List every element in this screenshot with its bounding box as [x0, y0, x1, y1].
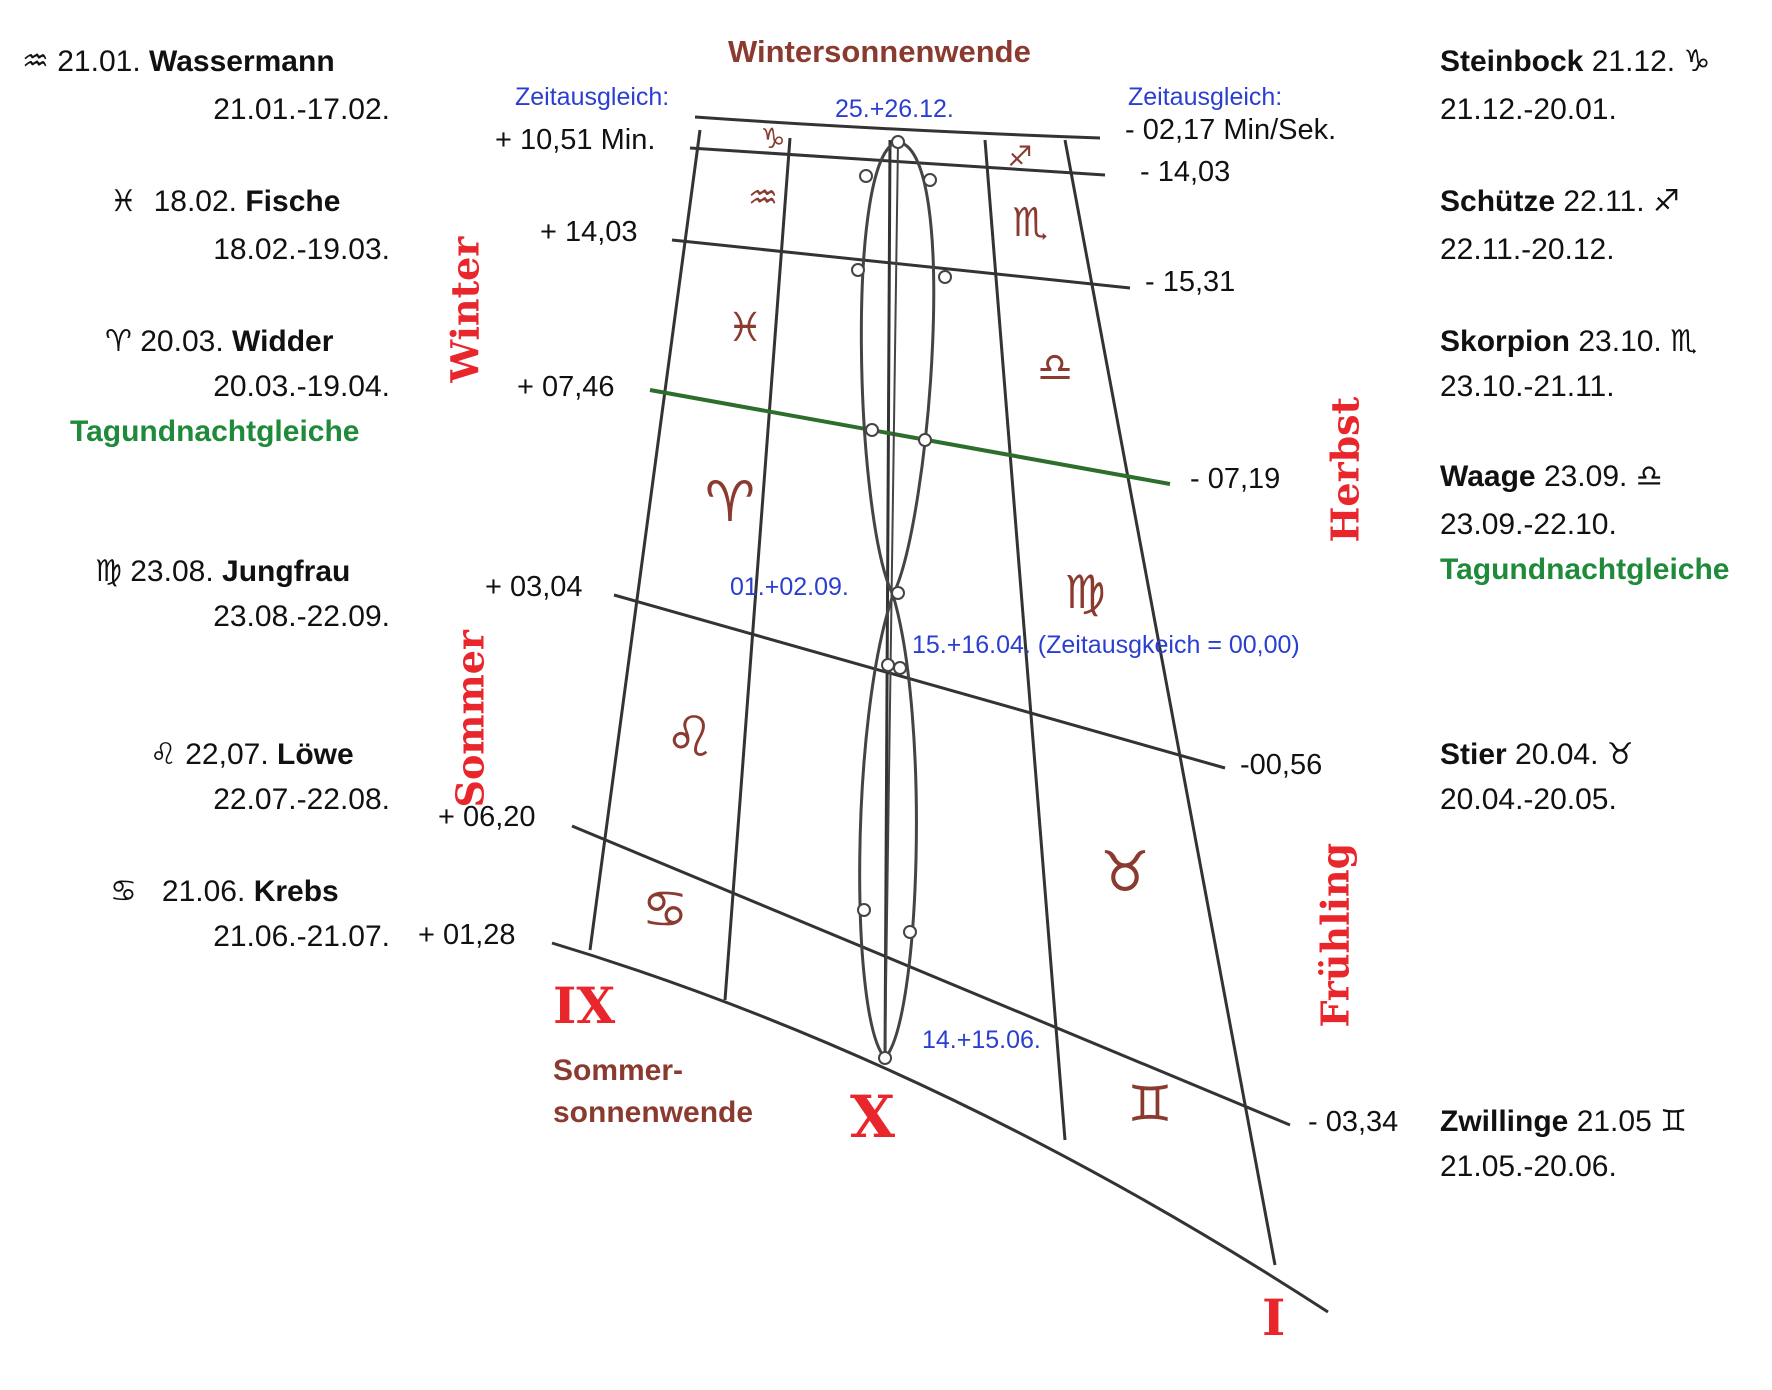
virgo-icon: ♍ — [95, 554, 122, 589]
winter-solstice-label: Wintersonnenwende — [728, 34, 1031, 69]
date-sep: 01.+02.09. — [730, 573, 849, 601]
sign-virgo: ♍ 23.08. Jungfrau — [95, 554, 351, 589]
taurus-icon: ♉ — [1606, 737, 1634, 772]
equinox-label-left: Tagundnachtgleiche — [70, 415, 360, 448]
season-winter: Winter — [442, 236, 488, 383]
aries-icon: ♈ — [105, 324, 132, 359]
sign-range: 23.10.-21.11. — [1440, 370, 1615, 403]
sign-cancer: ♋ 21.06. Krebs — [110, 874, 339, 909]
capricorn-icon: ♑ — [1683, 44, 1711, 79]
left-value-4: + 03,04 — [485, 571, 583, 603]
season-herbst: Herbst — [1322, 396, 1368, 543]
date-apr: 15.+16.04. (Zeitausgkeich = 00,00) — [912, 631, 1300, 659]
sign-range: 21.12.-20.01. — [1440, 93, 1617, 126]
sign-gemini: Zwillinge 21.05 ♊ — [1440, 1104, 1688, 1139]
sign-range: 21.01.-17.02. — [213, 93, 390, 126]
leo-icon: ♌ — [150, 737, 177, 772]
sign-range: 22.11.-20.12. — [1440, 233, 1615, 266]
hour-ix-label: IX — [553, 976, 616, 1035]
zeitausgleich-right-label: Zeitausgleich: — [1128, 83, 1283, 111]
grid-cancer-icon: ♋ — [641, 880, 689, 940]
grid-virgo-icon: ♍ — [1064, 565, 1106, 619]
scorpio-icon: ♏ — [1670, 324, 1698, 359]
date-jun: 14.+15.06. — [922, 1026, 1041, 1054]
hour-x-label: X — [850, 1083, 896, 1151]
sign-range: 21.05.-20.06. — [1440, 1150, 1617, 1183]
sign-aries: ♈ 20.03. Widder — [105, 324, 334, 359]
right-value-2: - 14,03 — [1140, 156, 1231, 188]
grid-gemini-icon: ♊ — [1127, 1075, 1173, 1133]
hour-line-ix-x — [725, 138, 790, 1000]
right-value-6: - 03,34 — [1308, 1106, 1399, 1138]
grid-pisces-icon: ♓ — [727, 305, 763, 351]
season-sommer: Sommer — [447, 630, 493, 808]
left-value-1: + 10,51 Min. — [495, 124, 656, 156]
sign-aquarius: ♒ 21.01. Wassermann — [22, 44, 335, 79]
sign-pisces: ♓ 18.02. Fische — [110, 184, 341, 219]
right-value-4: - 07,19 — [1190, 463, 1281, 495]
equinox-label-right: Tagundnachtgleiche — [1440, 553, 1730, 586]
sign-libra: Waage 23.09. ♎ — [1440, 459, 1663, 494]
grid-aries-icon: ♈ — [704, 470, 756, 535]
sign-range: 22.07.-22.08. — [213, 783, 390, 816]
date-dec: 25.+26.12. — [835, 95, 954, 123]
cancer-icon: ♋ — [110, 874, 137, 909]
right-value-5: -00,56 — [1240, 749, 1323, 781]
aquarius-icon: ♒ — [22, 44, 49, 79]
libra-icon: ♎ — [1635, 459, 1663, 494]
left-value-6: + 01,28 — [418, 919, 516, 951]
sign-taurus: Stier 20.04. ♉ — [1440, 737, 1634, 772]
grid-taurus-icon: ♉ — [1099, 840, 1151, 905]
grid-leo-icon: ♌ — [664, 705, 716, 770]
sagittarius-icon: ♐ — [1652, 184, 1680, 219]
left-value-5: + 06,20 — [438, 801, 536, 833]
grid-sagittarius-icon: ♐ — [1007, 140, 1033, 173]
hour-i-label: I — [1262, 1288, 1286, 1347]
pisces-icon: ♓ — [110, 184, 137, 219]
sign-range: 20.04.-20.05. — [1440, 783, 1617, 816]
left-value-2: + 14,03 — [540, 216, 638, 248]
grid-scorpio-icon: ♏ — [1012, 200, 1048, 246]
sign-scorpio: Skorpion 23.10. ♏ — [1440, 324, 1698, 359]
sign-capricorn: Steinbock 21.12. ♑ — [1440, 44, 1711, 79]
left-value-3: + 07,46 — [517, 371, 615, 403]
grid-capricorn-icon: ♑ — [760, 122, 786, 155]
sign-range: 23.09.-22.10. — [1440, 508, 1617, 541]
sign-sagittarius: Schütze 22.11. ♐ — [1440, 184, 1680, 219]
sign-range: 20.03.-19.04. — [213, 370, 390, 403]
right-value-3: - 15,31 — [1145, 266, 1236, 298]
gemini-icon: ♊ — [1660, 1104, 1688, 1139]
season-fruehling: Frühling — [1312, 842, 1358, 1028]
hour-line-ix — [590, 130, 700, 950]
grid-libra-icon: ♎ — [1037, 345, 1073, 391]
sign-range: 21.06.-21.07. — [213, 920, 390, 953]
date-line-scorpio — [672, 240, 1130, 288]
summer-solstice-label: Sommer- sonnenwende — [553, 1054, 754, 1129]
right-value-1: - 02,17 Min/Sek. — [1125, 114, 1337, 146]
sign-leo: ♌ 22,07. Löwe — [150, 737, 354, 772]
grid-aquarius-icon: ♒ — [747, 178, 779, 218]
sign-range: 18.02.-19.03. — [213, 233, 390, 266]
zeitausgleich-left-label: Zeitausgleich: — [515, 83, 670, 111]
sign-range: 23.08.-22.09. — [213, 600, 390, 633]
